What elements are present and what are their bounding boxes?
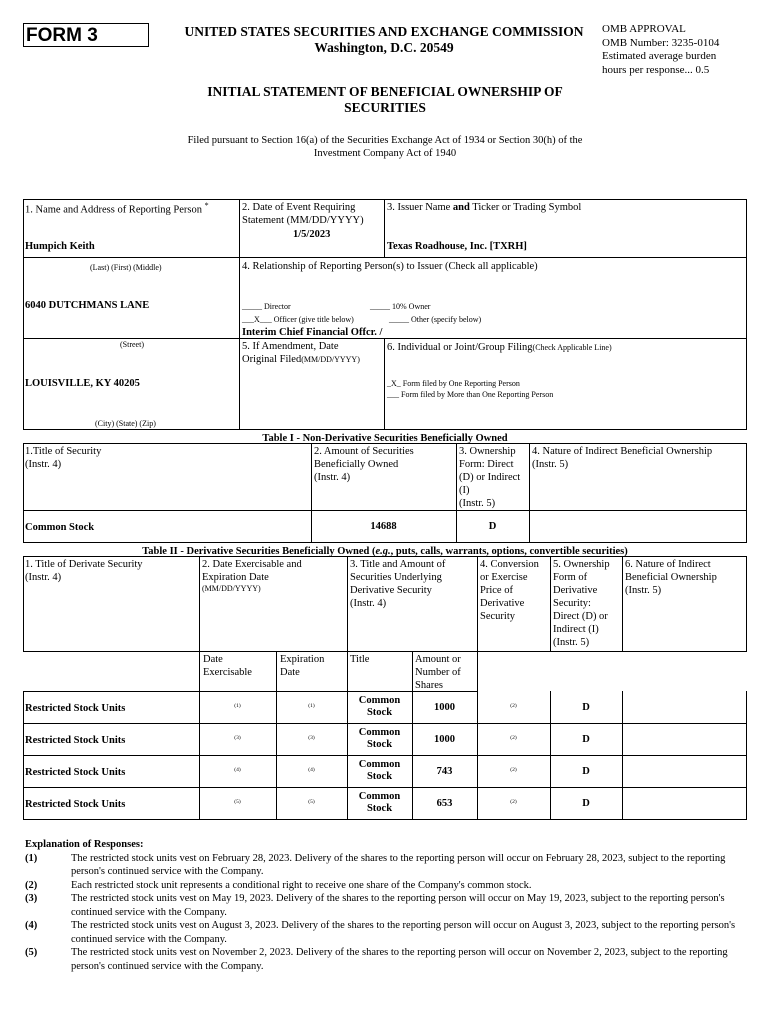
table1-col1-header: 1.Title of Security (Instr. 4) xyxy=(25,446,102,470)
footnote-2: (2) Each restricted stock unit represents a conditional right to receive one share of the Company's common stock. xyxy=(25,879,532,891)
event-date: 1/5/2023 xyxy=(293,229,331,240)
table2-col5-header: 5. Ownership Form of Derivative Security: Direct (D) or Indirect (I) (Instr. 5) xyxy=(553,559,610,648)
footnote-3: (3) The restricted stock units vest on May 19, 2023. Delivery of the shares to the reporting person will occur on May 19, 2023, subject to the reporting person's continued service with the Company. xyxy=(25,893,725,918)
grid-line xyxy=(23,443,747,444)
table1-title: Table I - Non-Derivative Securities Beneficially Owned xyxy=(262,433,508,444)
table-row xyxy=(0,723,770,755)
table2-sub-amount: Amount or Number of Shares xyxy=(415,654,461,691)
other-checkbox[interactable]: _____ Other (specify below) xyxy=(389,315,482,324)
grid-line xyxy=(23,542,747,543)
row-price: (2) xyxy=(510,799,517,805)
ten-percent-owner-checkbox[interactable]: _____ 10% Owner xyxy=(370,302,431,311)
row-form: D xyxy=(582,734,590,745)
omb-number: OMB Number: 3235-0104 xyxy=(602,36,720,49)
grid-line xyxy=(529,443,530,542)
box3-label: 3. Issuer Name and Ticker or Trading Symbol xyxy=(387,202,582,213)
grid-line xyxy=(746,443,747,542)
commission-location: Washington, D.C. 20549 xyxy=(314,40,454,55)
table1-col2-header: 2. Amount of Securities Beneficially Owned (Instr. 4) xyxy=(314,446,414,483)
form-label: FORM 3 xyxy=(23,23,149,47)
row-title: Restricted Stock Units xyxy=(25,767,126,778)
omb-burden-line2: hours per response... 0.5 xyxy=(602,63,710,76)
row-amount: 1000 xyxy=(434,702,455,713)
row-underlying: Common Stock xyxy=(358,759,401,782)
table2-col1-header: 1. Title of Derivate Security (Instr. 4) xyxy=(25,559,143,583)
row-exercisable: (3) xyxy=(234,735,241,741)
grid-line xyxy=(550,556,551,651)
row-price: (2) xyxy=(510,767,517,773)
grid-line xyxy=(23,338,747,339)
issuer-name: Texas Roadhouse, Inc. [TXRH] xyxy=(387,241,527,252)
row-price: (2) xyxy=(510,703,517,709)
row-title: Restricted Stock Units xyxy=(25,703,126,714)
footnote-1: (1) The restricted stock units vest on February 28, 2023. Delivery of the shares to the reporting person will occur on February 28, 2023, subject to the reporting person's continued service with the Company. xyxy=(25,852,726,877)
grid-line xyxy=(239,199,240,430)
row-title: Restricted Stock Units xyxy=(25,735,126,746)
row-expiration: (4) xyxy=(308,767,315,773)
table2-title: Table II - Derivative Securities Beneficially Owned (e.g., puts, calls, warrants, options, convertible securities) xyxy=(142,546,628,557)
grid-line xyxy=(23,257,747,258)
table2-col6-header: 6. Nature of Indirect Beneficial Ownership (Instr. 5) xyxy=(625,559,717,596)
table1-row-title: Common Stock xyxy=(25,522,95,533)
table2-sub-expiration: Expiration Date xyxy=(280,654,325,678)
filed-by-one-checkbox[interactable]: _X_ Form filed by One Reporting Person xyxy=(387,379,520,388)
reporting-city: LOUISVILLE, KY 40205 xyxy=(25,378,140,389)
street-sublabel: (Street) xyxy=(120,340,144,349)
row-exercisable: (5) xyxy=(234,799,241,805)
grid-line xyxy=(384,199,385,257)
director-checkbox[interactable]: _____ Director xyxy=(242,302,291,311)
table-row xyxy=(0,787,770,819)
box6-label: 6. Individual or Joint/Group Filing(Check Applicable Line) xyxy=(387,342,612,353)
row-form: D xyxy=(582,702,590,713)
grid-line xyxy=(23,556,24,651)
grid-line xyxy=(23,443,24,542)
table-row xyxy=(0,755,770,787)
name-sublabel: (Last) (First) (Middle) xyxy=(90,263,162,272)
row-expiration: (3) xyxy=(308,735,315,741)
row-exercisable: (4) xyxy=(234,767,241,773)
grid-line xyxy=(23,556,747,557)
filed-line1: Filed pursuant to Section 16(a) of the Securities Exchange Act of 1934 or Section 30(h) of the xyxy=(187,135,583,146)
row-underlying: Common Stock xyxy=(358,791,401,814)
title-line1: INITIAL STATEMENT OF BENEFICIAL OWNERSHIP OF xyxy=(207,84,563,99)
table2-sub-title: Title xyxy=(350,654,370,665)
reporting-person-name: Humpich Keith xyxy=(25,241,95,252)
box5-label: 5. If Amendment, Date Original Filed(MM/DD/YYYY) xyxy=(242,341,360,365)
grid-line xyxy=(746,556,747,651)
table2-col4-header: 4. Conversion or Exercise Price of Derivative Security xyxy=(480,559,539,622)
row-form: D xyxy=(582,798,590,809)
row-title: Restricted Stock Units xyxy=(25,799,126,810)
grid-line xyxy=(23,651,747,652)
table1-col4-header: 4. Nature of Indirect Beneficial Ownership (Instr. 5) xyxy=(532,446,713,470)
grid-line xyxy=(23,199,24,430)
box4-label: 4. Relationship of Reporting Person(s) to Issuer (Check all applicable) xyxy=(242,261,538,272)
row-amount: 743 xyxy=(436,766,453,777)
row-amount: 653 xyxy=(436,798,453,809)
row-expiration: (5) xyxy=(308,799,315,805)
footnote-5: (5) The restricted stock units vest on November 2, 2023. Delivery of the shares to the reporting person will occur on November 2, 2023, subject to the reporting person's continued service with the Company. xyxy=(25,947,728,972)
row-expiration: (1) xyxy=(308,703,315,709)
footnote-4: (4) The restricted stock units vest on August 3, 2023. Delivery of the shares to the reporting person will occur on August 3, 2023, subject to the reporting person's continued service with the Company. xyxy=(25,920,736,945)
filed-pursuant xyxy=(160,134,610,160)
grid-line xyxy=(384,338,385,429)
grid-line xyxy=(23,199,747,200)
filed-by-more-checkbox[interactable]: ___ Form filed by More than One Reporting Person xyxy=(387,390,554,399)
grid-line xyxy=(746,199,747,430)
grid-line xyxy=(23,819,747,820)
officer-title: Interim Chief Financial Offcr. / xyxy=(242,327,383,338)
row-underlying: Common Stock xyxy=(358,727,401,750)
table1-col3-header: 3. Ownership Form: Direct (D) or Indirect (I) (Instr. 5) xyxy=(459,446,521,509)
officer-checkbox[interactable]: ___X___ Officer (give title below) xyxy=(242,315,354,324)
row-underlying: Common Stock xyxy=(358,695,401,718)
reporting-street: 6040 DUTCHMANS LANE xyxy=(25,300,150,311)
explanation-title: Explanation of Responses: xyxy=(25,839,144,850)
table2-sub-date-exercisable: Date Exercisable xyxy=(203,654,252,678)
table2-col3-header: 3. Title and Amount of Securities Underlying Derivative Security (Instr. 4) xyxy=(350,559,446,609)
city-sublabel: (City) (State) (Zip) xyxy=(95,419,156,428)
page-title xyxy=(190,84,580,116)
row-form: D xyxy=(582,766,590,777)
commission-header xyxy=(175,24,593,56)
title-line2: SECURITIES xyxy=(344,100,426,115)
table-row xyxy=(0,691,770,723)
explanation-of-responses xyxy=(25,838,751,973)
commission-name: UNITED STATES SECURITIES AND EXCHANGE COMMISSION xyxy=(184,24,584,39)
omb-burden-line1: Estimated average burden xyxy=(602,50,717,62)
grid-line xyxy=(23,510,747,511)
row-price: (2) xyxy=(510,735,517,741)
omb-approval-box xyxy=(602,23,719,77)
table1-row-form: D xyxy=(488,521,497,532)
table2-col2-header: 2. Date Exercisable and Expiration Date (MM/DD/YYYY) xyxy=(202,559,302,593)
omb-approval: OMB APPROVAL xyxy=(602,23,686,35)
grid-line xyxy=(23,429,747,430)
row-exercisable: (1) xyxy=(234,703,241,709)
row-amount: 1000 xyxy=(434,734,455,745)
box2-label: 2. Date of Event Requiring Statement (MM/DD/YYYY) xyxy=(242,202,364,226)
grid-line xyxy=(622,556,623,651)
box1-label: 1. Name and Address of Reporting Person * xyxy=(25,201,209,216)
filed-line2: Investment Company Act of 1940 xyxy=(313,148,457,159)
table1-row-amount: 14688 xyxy=(370,521,397,532)
